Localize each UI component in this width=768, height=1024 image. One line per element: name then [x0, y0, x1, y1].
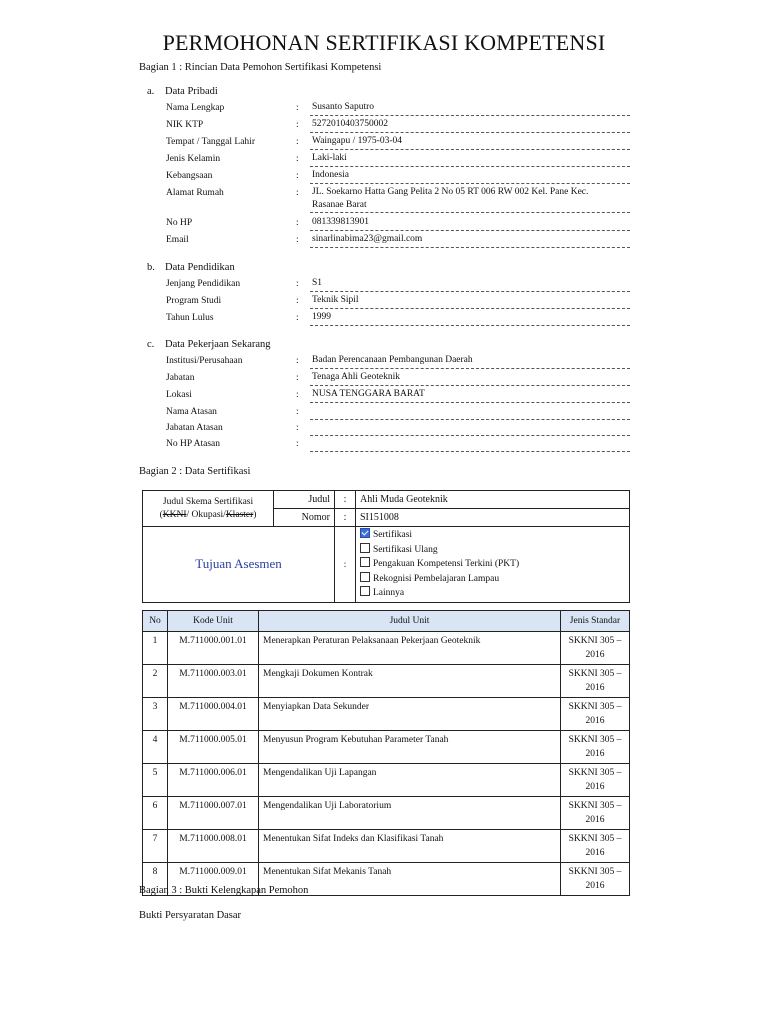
table-row [143, 797, 630, 830]
label-nik-ktp: NIK KTP [166, 120, 204, 130]
label-no-hp-atasan: No HP Atasan [166, 439, 221, 449]
cell-no: 3 [143, 698, 168, 731]
label-jenjang-pendidikan: Jenjang Pendidikan [166, 279, 241, 289]
col-header-kode-unit: Kode Unit [168, 611, 259, 632]
checkbox-icon[interactable] [360, 572, 370, 582]
standar-line-1: SKKNI 305 – [568, 669, 622, 679]
table-row [143, 731, 630, 764]
checkbox-checked-icon[interactable] [360, 528, 370, 538]
cell-no: 5 [143, 764, 168, 797]
fill-line [310, 247, 630, 248]
label-alamat-rumah: Alamat Rumah [166, 188, 224, 198]
colon: : [296, 137, 299, 147]
table-row [143, 632, 630, 665]
label-lokasi: Lokasi [166, 390, 192, 400]
subsection-letter: a. [147, 86, 155, 97]
fill-line [310, 368, 630, 369]
tujuan-asesmen-label: Tujuan Asesmen [143, 527, 335, 603]
subsection-label: Data Pendidikan [165, 262, 235, 273]
cell-kode-unit: M.711000.005.01 [168, 731, 259, 764]
standar-line-2: 2016 [585, 848, 605, 858]
subsection-data-pekerjaan [147, 339, 271, 350]
value-kebangsaan: Indonesia [312, 170, 349, 180]
option-label: Rekognisi Pembelajaran Lampau [373, 573, 500, 584]
colon: : [296, 218, 299, 228]
option-lainnya[interactable] [360, 586, 625, 601]
cell-jenis-standar [561, 830, 630, 863]
table-row [143, 830, 630, 863]
label-kebangsaan: Kebangsaan [166, 171, 213, 181]
cell-kode-unit: M.711000.009.01 [168, 863, 259, 896]
subheading-bukti-persyaratan: Bukti Persyaratan Dasar [139, 910, 242, 921]
option-pkt[interactable] [360, 557, 625, 572]
standar-line-1: SKKNI 305 – [568, 867, 622, 877]
section-heading-bagian-1: Bagian 1 : Rincian Data Pemohon Sertifikasi Kompetensi [139, 62, 382, 73]
standar-line-1: SKKNI 305 – [568, 636, 622, 646]
checkbox-icon[interactable] [360, 543, 370, 553]
colon: : [296, 188, 299, 198]
judul-value: Ahli Muda Geoteknik [356, 491, 630, 509]
colon: : [296, 407, 299, 417]
standar-line-2: 2016 [585, 716, 605, 726]
units-table-body [143, 632, 630, 896]
value-program-studi: Teknik Sipil [312, 295, 359, 305]
fill-line [310, 419, 630, 420]
standar-line-1: SKKNI 305 – [568, 801, 622, 811]
colon: : [296, 439, 299, 449]
option-rpl[interactable] [360, 572, 625, 587]
cell-judul-unit: Menerapkan Peraturan Pelaksanaan Pekerjaan Geoteknik [259, 632, 561, 665]
label-nama-atasan: Nama Atasan [166, 407, 217, 417]
colon: : [296, 373, 299, 383]
label-jenis-kelamin: Jenis Kelamin [166, 154, 221, 164]
colon: : [335, 527, 356, 603]
subsection-label: Data Pribadi [165, 86, 218, 97]
skema-kkni: KKNI [162, 509, 187, 520]
label-no-hp: No HP [166, 218, 193, 228]
table-row [143, 698, 630, 731]
fill-line [310, 402, 630, 403]
table-row [143, 665, 630, 698]
option-label: Lainnya [373, 588, 405, 598]
standar-line-2: 2016 [585, 815, 605, 825]
label-tempat-tanggal-lahir: Tempat / Tanggal Lahir [166, 137, 255, 147]
label-institusi: Institusi/Perusahaan [166, 356, 243, 366]
fill-line [310, 132, 630, 133]
cell-judul-unit: Mengendalikan Uji Laboratorium [259, 797, 561, 830]
subsection-letter: c. [147, 339, 155, 350]
value-email: sinarlinabima23@gmail.com [312, 234, 423, 244]
value-jenjang-pendidikan: S1 [312, 278, 323, 288]
option-sertifikasi[interactable] [360, 528, 625, 543]
colon: : [335, 509, 356, 527]
cell-no: 6 [143, 797, 168, 830]
colon: : [296, 279, 299, 289]
value-nama-lengkap: Susanto Saputro [312, 102, 375, 112]
fill-line [310, 212, 630, 213]
cell-no: 1 [143, 632, 168, 665]
fill-line [310, 230, 630, 231]
cell-jenis-standar [561, 665, 630, 698]
section-heading-bagian-3: Bagian 3 : Bukti Kelengkapan Pemohon [139, 885, 309, 896]
value-jenis-kelamin: Laki-laki [312, 153, 347, 163]
cell-no: 2 [143, 665, 168, 698]
value-no-hp: 081339813901 [312, 217, 369, 227]
subsection-label: Data Pekerjaan Sekarang [165, 339, 271, 350]
standar-line-1: SKKNI 305 – [568, 768, 622, 778]
value-institusi: Badan Perencanaan Pembangunan Daerah [312, 355, 473, 365]
standar-line-2: 2016 [585, 782, 605, 792]
skema-label-line-1: Judul Skema Sertifikasi [162, 496, 254, 507]
label-nama-lengkap: Nama Lengkap [166, 103, 225, 113]
table-row [143, 764, 630, 797]
col-header-jenis-standar: Jenis Standar [561, 611, 630, 632]
standar-line-1: SKKNI 305 – [568, 834, 622, 844]
standar-line-2: 2016 [585, 749, 605, 759]
value-jabatan: Tenaga Ahli Geoteknik [312, 372, 400, 382]
fill-line [310, 149, 630, 150]
fill-line [310, 291, 630, 292]
value-nik-ktp: 5272010403750002 [312, 119, 388, 129]
checkbox-icon[interactable] [360, 557, 370, 567]
option-sertifikasi-ulang[interactable] [360, 543, 625, 558]
fill-line [310, 435, 630, 436]
standar-line-1: SKKNI 305 – [568, 702, 622, 712]
fill-line [310, 451, 630, 452]
tujuan-options [356, 527, 630, 603]
standar-line-2: 2016 [585, 683, 605, 693]
cell-jenis-standar [561, 632, 630, 665]
cell-judul-unit: Menentukan Sifat Mekanis Tanah [259, 863, 561, 896]
value-lokasi: NUSA TENGGARA BARAT [312, 389, 425, 399]
colon: : [296, 171, 299, 181]
cell-judul-unit: Menyusun Program Kebutuhan Parameter Tanah [259, 731, 561, 764]
cell-kode-unit: M.711000.008.01 [168, 830, 259, 863]
colon: : [296, 120, 299, 130]
subsection-data-pendidikan [147, 262, 235, 273]
cell-kode-unit: M.711000.007.01 [168, 797, 259, 830]
cell-jenis-standar [561, 764, 630, 797]
cell-jenis-standar [561, 863, 630, 896]
skema-okupasi: / Okupasi/ [186, 509, 226, 520]
cell-jenis-standar [561, 731, 630, 764]
colon: : [296, 313, 299, 323]
value-alamat-rumah-line-2: Rasanae Barat [312, 200, 367, 210]
section-heading-bagian-2: Bagian 2 : Data Sertifikasi [139, 466, 251, 477]
fill-line [310, 325, 630, 326]
subsection-letter: b. [147, 262, 155, 273]
fill-line [310, 385, 630, 386]
col-header-judul-unit: Judul Unit [259, 611, 561, 632]
colon: : [296, 154, 299, 164]
units-table [142, 610, 630, 896]
cell-kode-unit: M.711000.006.01 [168, 764, 259, 797]
label-jabatan-atasan: Jabatan Atasan [166, 423, 223, 433]
value-alamat-rumah: JL. Soekarno Hatta Gang Pelita 2 No 05 RT 006 RW 002 Kel. Pane Kec. [312, 187, 589, 197]
cell-no: 4 [143, 731, 168, 764]
nomor-label: Nomor [274, 509, 335, 527]
sertifikasi-table [142, 490, 630, 603]
standar-line-2: 2016 [585, 650, 605, 660]
label-tahun-lulus: Tahun Lulus [166, 313, 214, 323]
colon: : [296, 296, 299, 306]
option-label: Sertifikasi [373, 530, 413, 540]
fill-line [310, 166, 630, 167]
value-tahun-lulus: 1999 [312, 312, 331, 322]
cell-kode-unit: M.711000.004.01 [168, 698, 259, 731]
skema-label-cell: Judul Skema Sertifikasi (KKNI/ Okupasi/Klaster) [143, 491, 274, 527]
checkbox-icon[interactable] [360, 586, 370, 596]
cell-no: 7 [143, 830, 168, 863]
cell-kode-unit: M.711000.003.01 [168, 665, 259, 698]
standar-line-2: 2016 [585, 881, 605, 891]
colon: : [296, 423, 299, 433]
skema-klaster: Klaster [225, 509, 254, 520]
cell-judul-unit: Menentukan Sifat Indeks dan Klasifikasi Tanah [259, 830, 561, 863]
cell-judul-unit: Menyiapkan Data Sekunder [259, 698, 561, 731]
label-jabatan: Jabatan [166, 373, 195, 383]
label-program-studi: Program Studi [166, 296, 222, 306]
colon: : [296, 103, 299, 113]
colon: : [296, 390, 299, 400]
cell-jenis-standar [561, 797, 630, 830]
fill-line [310, 308, 630, 309]
judul-label: Judul [274, 491, 335, 509]
page-title: PERMOHONAN SERTIFIKASI KOMPETENSI [162, 30, 606, 55]
option-label: Pengakuan Kompetensi Terkini (PKT) [373, 559, 520, 569]
option-label: Sertifikasi Ulang [373, 544, 438, 555]
fill-line [310, 115, 630, 116]
cell-judul-unit: Mengendalikan Uji Lapangan [259, 764, 561, 797]
label-email: Email [166, 235, 189, 245]
cell-jenis-standar [561, 698, 630, 731]
value-tempat-tanggal-lahir: Waingapu / 1975-03-04 [312, 136, 402, 146]
colon: : [335, 491, 356, 509]
colon: : [296, 235, 299, 245]
fill-line [310, 183, 630, 184]
subsection-data-pribadi [147, 86, 218, 97]
colon: : [296, 356, 299, 366]
cell-no: 8 [143, 863, 168, 896]
nomor-value: SI151008 [356, 509, 630, 527]
standar-line-1: SKKNI 305 – [568, 735, 622, 745]
cell-kode-unit: M.711000.001.01 [168, 632, 259, 665]
cell-judul-unit: Mengkaji Dokumen Kontrak [259, 665, 561, 698]
col-header-no: No [143, 611, 168, 632]
